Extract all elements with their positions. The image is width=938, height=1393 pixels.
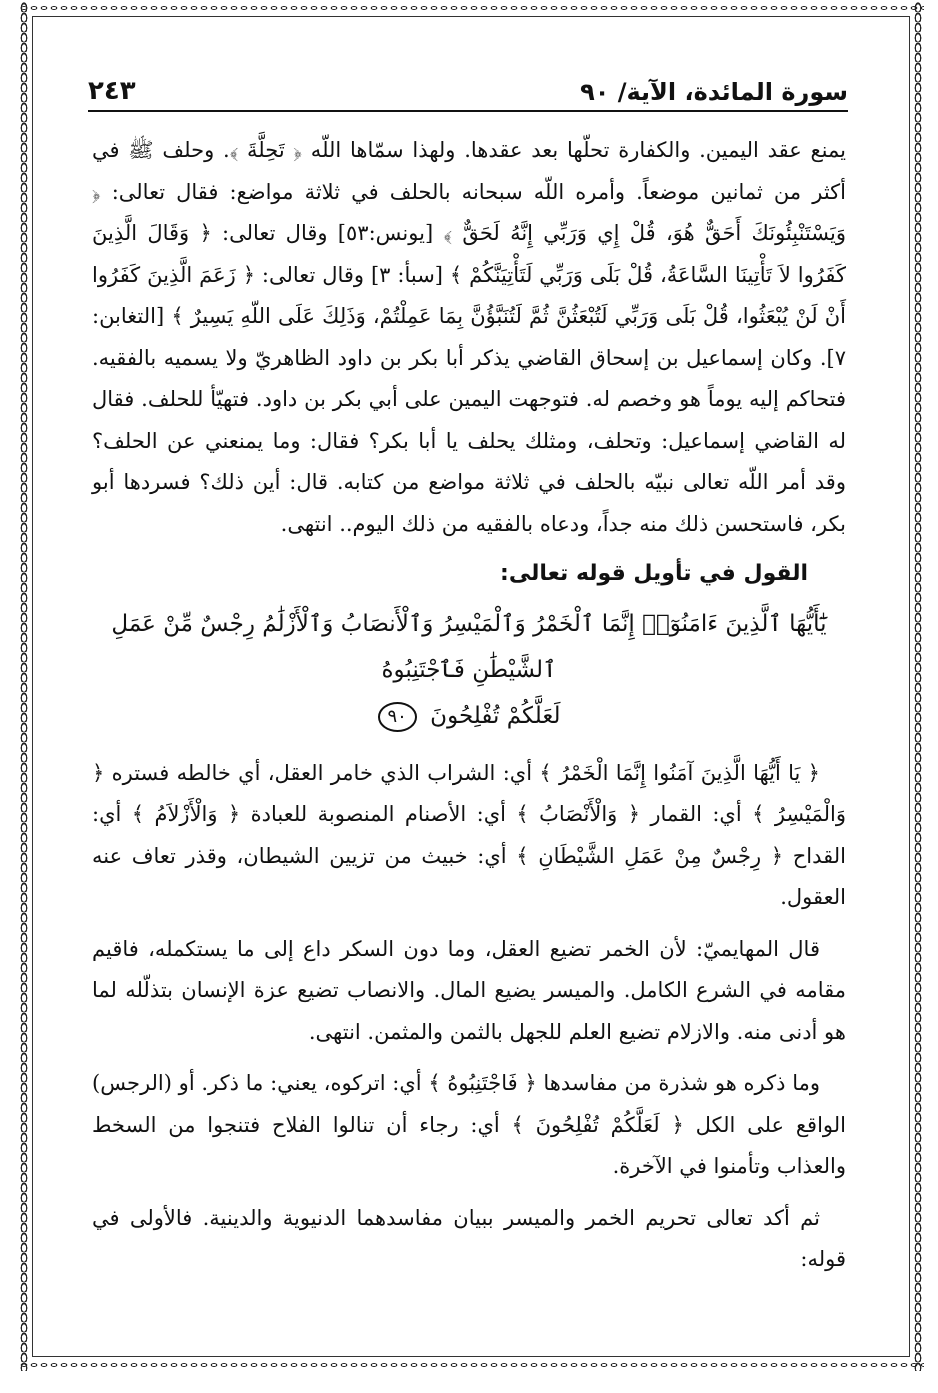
verse-line-2-text: لَعَلَّكُمْ تُفْلِحُونَ [430, 702, 561, 729]
paragraph: ثم أكد تعالى تحريم الخمر والميسر ببيان مفاسدهما الدنيوية والدينية. فالأولى في قوله: [92, 1205, 846, 1271]
quran-verse [92, 601, 846, 739]
verse-line-2 [92, 693, 846, 739]
page-body [92, 130, 846, 1281]
page-border-left [18, 2, 30, 1371]
verse-number-marker: ٩٠ [378, 702, 417, 732]
page-number: ٢٤٣ [88, 76, 136, 106]
running-title: سورة المائدة، الآية/ ٩٠ [580, 78, 848, 106]
paragraph: ﴿ يَا أَيُّهَا الَّذِينَ آمَنُوا إِنَّمَا الْخَمْرُ ﴾ أي: الشراب الذي خامر العقل، أي خالطه فستره ﴿ وَالْمَيْسِرُ ﴾ أي: القمار ﴿ وَالْأَنْصَابُ ﴾ أي: الأصنام المنصوبة للعبادة ﴿ وَالْأَزْلاَمُ ﴾ أي: القداح ﴿ رِجْسٌ مِنْ عَمَلِ الشَّيْطَانِ ﴾ أي: خبيث من تزيين الشيطان، وقذر تعاف عنه العقول. [92, 760, 846, 909]
page-border-top [18, 2, 924, 14]
page-border-right [912, 2, 924, 1371]
paragraph: يمنع عقد اليمين. والكفارة تحلّها بعد عقدها. ولهذا سمّاها اللّه ﴿ تَحِلَّةَ ﴾. وحلف ﷺ في أكثر من ثمانين موضعاً. وأمره اللّه سبحانه بالحلف في ثلاثة مواضع: فقال تعالى: ﴿ وَيَسْتَنْبِئُونَكَ أَحَقٌّ هُوَ، قُلْ إِي وَرَبِّي إِنَّهُ لَحَقٌّ ﴾ [يونس:٥٣] وقال تعالى: ﴿ وَقَالَ الَّذِينَ كَفَرُوا لاَ تَأْتِينَا السَّاعَةُ، قُلْ بَلَى وَرَبِّي لَتَأْتِيَنَّكُمْ ﴾ [سبأ: ٣] وقال تعالى: ﴿ زَعَمَ الَّذِينَ كَفَرُوا أَنْ لَنْ يُبْعَثُوا، قُلْ بَلَى وَرَبِّي لَتُبْعَثُنَّ ثُمَّ لَتُنَبَّؤُنَّ بِمَا عَمِلْتُمْ، وَذَلِكَ عَلَى اللّهِ يَسِيرٌ ﴾ [التغابن: ٧]. وكان إسماعيل بن إسحاق القاضي يذكر أبا بكر بن داود الظاهريّ ولا يسميه بالفقيه. فتحاكم إليه يوماً هو وخصم له. فتوجهت اليمين على أبي بكر بن داود. فتهيّأ للحلف. فقال له القاضي إسماعيل: وتحلف، ومثلك يحلف يا أبا بكر؟ فقال: وما يمنعني عن الحلف؟ وقد أمر اللّه تعالى نبيّه بالحلف في ثلاثة مواضع من كتابه. قال: أين ذلك؟ فسردها أبو بكر، فاستحسن ذلك منه جداً، ودعاه بالفقيه من ذلك اليوم.. انتهى. [92, 138, 847, 536]
verse-line-1: يَٰٓأَيُّهَا ٱلَّذِينَ ءَامَنُوٓا۟ إِنَّمَا ٱلْخَمْرُ وَٱلْمَيْسِرُ وَٱلْأَنصَابُ وَٱلْأَزْلَٰمُ رِجْسٌ مِّنْ عَمَلِ ٱلشَّيْطَٰنِ فَٱجْتَنِبُوهُ [111, 610, 827, 683]
section-heading: القول في تأويل قوله تعالى: [500, 561, 808, 586]
page-header [88, 70, 848, 112]
page-border-bottom [18, 1359, 924, 1371]
paragraph: وما ذكره هو شذرة من مفاسدها ﴿ فَاجْتَنِبُوهُ ﴾ أي: اتركوه، يعني: ما ذكر. أو (الرجس) الواقع على الكل ﴿ لَعَلَّكُمْ تُفْلِحُونَ ﴾ أي: رجاء أن تنالوا الفلاح فتنجوا من السخط والعذاب وتأمنوا في الآخرة. [92, 1071, 846, 1178]
paragraph: قال المهايميّ: لأن الخمر تضيع العقل، وما دون السكر داع إلى ما يستكمله، فاقيم مقامه في الشرع الكامل. والميسر يضيع المال. والانصاب تضيع عزة الإنسان بتذلّله لما هو أدنى منه. والازلام تضيع العلم للجهل بالثمن والمثمن. انتهى. [92, 936, 846, 1044]
